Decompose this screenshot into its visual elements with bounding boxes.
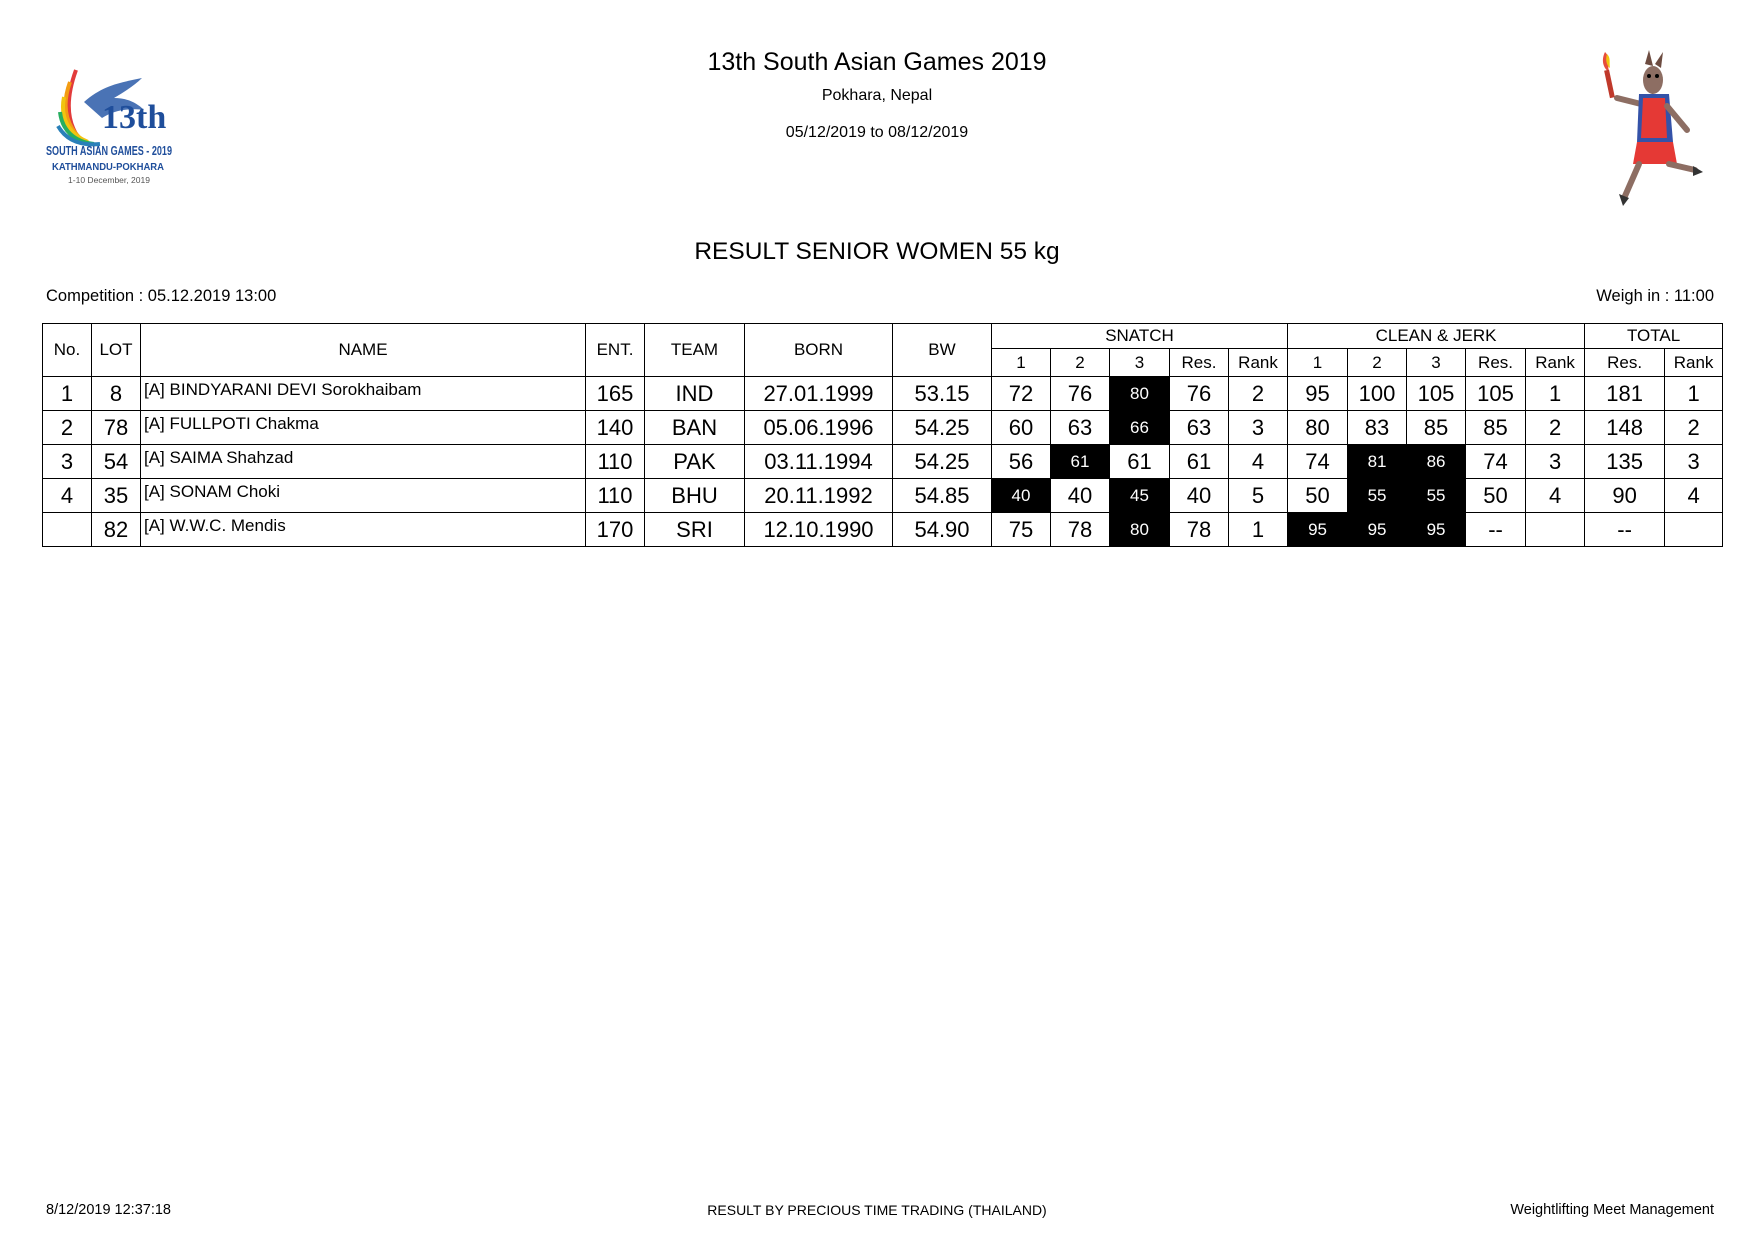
cell-cj-3-failed: 95 xyxy=(1407,513,1466,547)
cell-snatch-rank: 3 xyxy=(1229,411,1288,445)
logo-text-line2: KATHMANDU-POKHARA xyxy=(52,162,164,173)
cell-bw: 54.25 xyxy=(893,445,992,479)
cell-born: 12.10.1990 xyxy=(745,513,893,547)
cell-cj-res: 105 xyxy=(1466,377,1526,411)
cell-total-res: 148 xyxy=(1585,411,1665,445)
header-snatch-2: 2 xyxy=(1051,349,1110,377)
cell-cj-2-failed: 95 xyxy=(1348,513,1407,547)
cell-snatch-3-failed: 80 xyxy=(1110,377,1170,411)
cell-snatch-1: 56 xyxy=(992,445,1051,479)
cell-name: [A] SONAM Choki xyxy=(141,479,586,513)
cell-snatch-1: 72 xyxy=(992,377,1051,411)
cell-born: 03.11.1994 xyxy=(745,445,893,479)
header-lot: LOT xyxy=(92,324,141,377)
cell-snatch-rank: 2 xyxy=(1229,377,1288,411)
header-snatch: SNATCH xyxy=(992,324,1288,349)
cell-snatch-1-failed: 40 xyxy=(992,479,1051,513)
header-name: NAME xyxy=(141,324,586,377)
cell-bw: 53.15 xyxy=(893,377,992,411)
cell-cj-3-failed: 55 xyxy=(1407,479,1466,513)
cell-team: IND xyxy=(645,377,745,411)
cell-total-res: -- xyxy=(1585,513,1665,547)
footer-software: Weightlifting Meet Management xyxy=(1510,1202,1714,1218)
table-row xyxy=(43,479,1723,513)
cell-cj-rank: 1 xyxy=(1526,377,1585,411)
header-snatch-3: 3 xyxy=(1110,349,1170,377)
logo-text-line3: 1-10 December, 2019 xyxy=(68,176,151,185)
cell-team: BAN xyxy=(645,411,745,445)
cell-ent: 165 xyxy=(586,377,645,411)
cell-born: 20.11.1992 xyxy=(745,479,893,513)
cell-name: [A] SAIMA Shahzad xyxy=(141,445,586,479)
cell-no: 1 xyxy=(43,377,92,411)
cell-bw: 54.85 xyxy=(893,479,992,513)
cell-ent: 110 xyxy=(586,445,645,479)
header-ent: ENT. xyxy=(586,324,645,377)
cell-cj-3-failed: 86 xyxy=(1407,445,1466,479)
cell-snatch-1: 60 xyxy=(992,411,1051,445)
logo-text-line1: SOUTH ASIAN GAMES - 2019 xyxy=(46,143,172,158)
cell-lot: 82 xyxy=(92,513,141,547)
cell-cj-res: 74 xyxy=(1466,445,1526,479)
header-cj-2: 2 xyxy=(1348,349,1407,377)
cell-snatch-rank: 1 xyxy=(1229,513,1288,547)
cell-no: 2 xyxy=(43,411,92,445)
cell-snatch-2: 78 xyxy=(1051,513,1110,547)
cell-total-res: 181 xyxy=(1585,377,1665,411)
cell-snatch-3-failed: 66 xyxy=(1110,411,1170,445)
cell-snatch-2: 76 xyxy=(1051,377,1110,411)
cell-no xyxy=(43,513,92,547)
cell-snatch-rank: 5 xyxy=(1229,479,1288,513)
cell-snatch-2-failed: 61 xyxy=(1051,445,1110,479)
venue: Pokhara, Nepal xyxy=(821,87,933,104)
cell-cj-1-failed: 95 xyxy=(1288,513,1348,547)
cell-snatch-1: 75 xyxy=(992,513,1051,547)
cell-total-rank: 2 xyxy=(1665,411,1723,445)
cell-lot: 8 xyxy=(92,377,141,411)
cell-total-rank: 1 xyxy=(1665,377,1723,411)
header-no: No. xyxy=(43,324,92,377)
cell-bw: 54.90 xyxy=(893,513,992,547)
header-team: TEAM xyxy=(645,324,745,377)
cell-cj-rank xyxy=(1526,513,1585,547)
header-snatch-res: Res. xyxy=(1170,349,1229,377)
cell-team: SRI xyxy=(645,513,745,547)
cell-cj-rank: 4 xyxy=(1526,479,1585,513)
cell-name: [A] W.W.C. Mendis xyxy=(141,513,586,547)
event-dates: 05/12/2019 to 08/12/2019 xyxy=(785,124,969,141)
cell-cj-rank: 3 xyxy=(1526,445,1585,479)
weigh-in-time: Weigh in : 11:00 xyxy=(1596,287,1714,305)
cell-snatch-2: 63 xyxy=(1051,411,1110,445)
competition-time: Competition : 05.12.2019 13:00 xyxy=(46,287,277,305)
cell-name: [A] FULLPOTI Chakma xyxy=(141,411,586,445)
header-snatch-rank: Rank xyxy=(1229,349,1288,377)
table-row xyxy=(43,411,1723,445)
cell-cj-res: -- xyxy=(1466,513,1526,547)
cell-team: BHU xyxy=(645,479,745,513)
footer-timestamp: 8/12/2019 12:37:18 xyxy=(46,1202,171,1218)
cell-no: 4 xyxy=(43,479,92,513)
cell-snatch-rank: 4 xyxy=(1229,445,1288,479)
header-born: BORN xyxy=(745,324,893,377)
header-clean-jerk: CLEAN & JERK xyxy=(1288,324,1585,349)
table-row xyxy=(43,513,1723,547)
cell-cj-res: 85 xyxy=(1466,411,1526,445)
cell-snatch-res: 76 xyxy=(1170,377,1229,411)
cell-ent: 170 xyxy=(586,513,645,547)
cell-snatch-3-failed: 80 xyxy=(1110,513,1170,547)
cell-lot: 78 xyxy=(92,411,141,445)
header-cj-rank: Rank xyxy=(1526,349,1585,377)
result-title: RESULT SENIOR WOMEN 55 kg xyxy=(694,238,1060,265)
cell-cj-res: 50 xyxy=(1466,479,1526,513)
table-row xyxy=(43,445,1723,479)
cell-cj-1: 50 xyxy=(1288,479,1348,513)
header-total-res: Res. xyxy=(1585,349,1665,377)
table-row xyxy=(43,377,1723,411)
cell-snatch-res: 78 xyxy=(1170,513,1229,547)
cell-total-rank: 3 xyxy=(1665,445,1723,479)
cell-snatch-res: 40 xyxy=(1170,479,1229,513)
cell-snatch-3-failed: 45 xyxy=(1110,479,1170,513)
cell-snatch-res: 63 xyxy=(1170,411,1229,445)
cell-snatch-2: 40 xyxy=(1051,479,1110,513)
cell-cj-2: 83 xyxy=(1348,411,1407,445)
footer-credit: RESULT BY PRECIOUS TIME TRADING (THAILAND) xyxy=(707,1202,1047,1218)
cell-name: [A] BINDYARANI DEVI Sorokhaibam xyxy=(141,377,586,411)
cell-cj-1: 80 xyxy=(1288,411,1348,445)
cell-cj-2-failed: 81 xyxy=(1348,445,1407,479)
header-snatch-1: 1 xyxy=(992,349,1051,377)
cell-total-res: 90 xyxy=(1585,479,1665,513)
cell-cj-2-failed: 55 xyxy=(1348,479,1407,513)
cell-cj-1: 95 xyxy=(1288,377,1348,411)
cell-cj-3: 85 xyxy=(1407,411,1466,445)
cell-total-rank xyxy=(1665,513,1723,547)
cell-cj-1: 74 xyxy=(1288,445,1348,479)
header-bw: BW xyxy=(893,324,992,377)
cell-no: 3 xyxy=(43,445,92,479)
cell-ent: 140 xyxy=(586,411,645,445)
cell-lot: 54 xyxy=(92,445,141,479)
cell-born: 05.06.1996 xyxy=(745,411,893,445)
cell-cj-rank: 2 xyxy=(1526,411,1585,445)
cell-lot: 35 xyxy=(92,479,141,513)
cell-total-rank: 4 xyxy=(1665,479,1723,513)
header-cj-1: 1 xyxy=(1288,349,1348,377)
cell-team: PAK xyxy=(645,445,745,479)
cell-total-res: 135 xyxy=(1585,445,1665,479)
cell-ent: 110 xyxy=(586,479,645,513)
header-total: TOTAL xyxy=(1585,324,1723,349)
results-table xyxy=(42,323,1723,547)
cell-cj-3: 105 xyxy=(1407,377,1466,411)
cell-cj-2: 100 xyxy=(1348,377,1407,411)
cell-snatch-res: 61 xyxy=(1170,445,1229,479)
header-cj-3: 3 xyxy=(1407,349,1466,377)
cell-snatch-3: 61 xyxy=(1110,445,1170,479)
event-title: 13th South Asian Games 2019 xyxy=(707,48,1047,76)
cell-bw: 54.25 xyxy=(893,411,992,445)
header-total-rank: Rank xyxy=(1665,349,1723,377)
cell-born: 27.01.1999 xyxy=(745,377,893,411)
logo-numeral: 13th xyxy=(102,99,167,136)
header-cj-res: Res. xyxy=(1466,349,1526,377)
